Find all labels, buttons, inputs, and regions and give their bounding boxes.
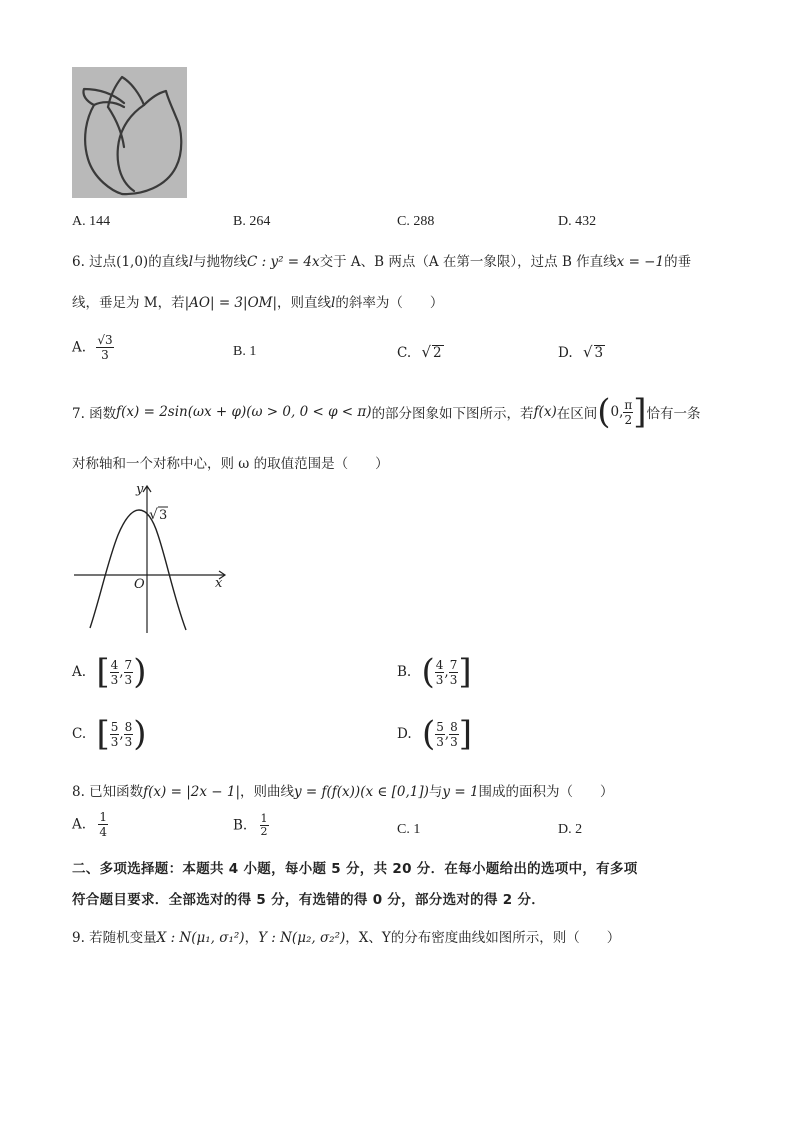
q7-interval-left-paren-icon: ( bbox=[597, 392, 611, 432]
q7-option-d-label: D. bbox=[397, 726, 412, 742]
q7-option-c-left-bracket-icon: [ bbox=[96, 714, 110, 754]
q6-text-f: 线，垂足为 M，若 bbox=[72, 295, 185, 311]
q7-option-a-d2: 3 bbox=[124, 672, 133, 687]
q8-option-a[interactable] bbox=[72, 810, 108, 839]
q7-option-d-left-paren-icon: ( bbox=[421, 714, 436, 754]
q7-option-c-right-paren-icon: ) bbox=[133, 714, 147, 754]
q8-text-a: 8. 已知函数 bbox=[72, 784, 144, 800]
q7-option-b-left-paren-icon: ( bbox=[421, 652, 435, 692]
q7-line2: 对称轴和一个对称中心，则 ω 的取值范围是（ ） bbox=[72, 456, 389, 472]
q7-graph-sqrt3-value: 3 bbox=[159, 508, 168, 523]
q7-graph-y-label: y bbox=[136, 482, 144, 497]
tulip-option-d[interactable]: D. 432 bbox=[558, 214, 597, 229]
q6-option-a[interactable] bbox=[72, 333, 114, 362]
q7-option-c[interactable]: C. [ $\frac{5}{3}$ , $\frac{8}{3}$ ) bbox=[72, 714, 147, 754]
q7-option-b-n1: 4 bbox=[435, 657, 444, 672]
q8-option-b-den: 2 bbox=[260, 825, 268, 838]
q6-parabola: C : y² = 4x bbox=[247, 254, 320, 270]
q7-interval-zero: 0, bbox=[610, 404, 624, 420]
q8-text-d: 围成的面积为（ ） bbox=[478, 784, 614, 800]
q7-option-c-n2: 8 bbox=[124, 719, 133, 734]
q7-option-b-d2: 3 bbox=[449, 672, 458, 687]
q6-line-l-2: l bbox=[331, 295, 336, 311]
q7-option-a-n1: 4 bbox=[110, 657, 119, 672]
q6-option-d[interactable] bbox=[558, 343, 605, 361]
q6-text-a: 6. 过点 bbox=[72, 254, 117, 270]
q7-option-b-n2: 7 bbox=[449, 657, 458, 672]
q7-text-c: 在区间 bbox=[556, 406, 598, 422]
q7-option-c-label: C. bbox=[72, 726, 87, 742]
q6-option-a-den: 3 bbox=[101, 348, 109, 362]
q8-text-c: 与 bbox=[428, 784, 443, 800]
q7-graph bbox=[70, 480, 232, 640]
q7-option-a[interactable]: A. [ $\frac{4}{3}$ , $\frac{7}{3}$ ) bbox=[72, 652, 147, 692]
q6-option-a-num: √3 bbox=[97, 333, 113, 347]
q6-text-g: ，则直线 bbox=[277, 295, 332, 311]
q9-y-distribution: Y : N(μ₂, σ₂²) bbox=[258, 930, 346, 946]
q7-interval-two: 2 bbox=[624, 412, 633, 427]
q6-text-h: 的斜率为（ ） bbox=[335, 295, 444, 311]
q7-option-b-right-bracket-icon: ] bbox=[458, 652, 472, 692]
q6-text-d: 交于 A、B 两点（A 在第一象限），过点 B 作直线 bbox=[319, 254, 617, 270]
q7-option-d-d2: 3 bbox=[450, 734, 458, 749]
q7-option-d-n1: 5 bbox=[436, 719, 444, 734]
q8-option-b-num: 1 bbox=[260, 812, 268, 825]
q6-option-c-label: C. bbox=[397, 345, 412, 361]
q7-option-c-n1: 5 bbox=[110, 719, 119, 734]
q7-text-d: 恰有一条 bbox=[646, 406, 701, 422]
q7-graph-origin: O bbox=[134, 577, 145, 592]
q7-option-b[interactable]: B. ( $\frac{4}{3}$ , $\frac{7}{3}$ ] bbox=[397, 652, 472, 692]
q7-option-b-label: B. bbox=[397, 664, 412, 680]
q7-option-a-n2: 7 bbox=[124, 657, 133, 672]
q8-y-equals-one: y = 1 bbox=[442, 784, 479, 800]
q6-option-c-value: 2 bbox=[433, 345, 442, 361]
q7-option-a-label: A. bbox=[72, 664, 87, 680]
q7-fx: f(x) bbox=[533, 404, 557, 420]
q8-text-b: ，则曲线 bbox=[240, 784, 294, 800]
tulip-option-b[interactable]: B. 264 bbox=[233, 214, 271, 229]
q8-option-b-label: B. bbox=[233, 817, 248, 834]
q7-option-a-d1: 3 bbox=[110, 672, 119, 687]
q7-option-b-d1: 3 bbox=[435, 672, 444, 687]
q6-point: (1,0) bbox=[116, 254, 149, 270]
q6-line-l: l bbox=[188, 254, 194, 270]
q9-separator: ， bbox=[244, 930, 259, 946]
q7-option-d-d1: 3 bbox=[436, 734, 444, 749]
q7-option-a-left-bracket-icon: [ bbox=[96, 652, 110, 692]
q9-text-a: 9. 若随机变量 bbox=[72, 930, 157, 946]
q6-x-line: x = −1 bbox=[616, 254, 665, 270]
q7-option-a-right-paren-icon: ) bbox=[133, 652, 147, 692]
q6-text-e: 的垂 bbox=[664, 254, 692, 270]
q9-text-b: ，X、Y的分布密度曲线如图所示，则（ ） bbox=[345, 930, 621, 946]
q6-option-d-radical-icon: √ bbox=[582, 343, 593, 361]
q6-option-b[interactable]: B. 1 bbox=[233, 344, 257, 359]
section2-line1: 二、多项选择题：本题共 4 小题，每小题 5 分，共 20 分．在每小题给出的选项中，有多项 bbox=[72, 861, 638, 877]
q7-option-d-right-bracket-icon: ] bbox=[458, 714, 473, 754]
q6-option-d-label: D. bbox=[558, 345, 573, 361]
q7-option-c-d1: 3 bbox=[110, 734, 119, 749]
q8-option-b[interactable] bbox=[233, 813, 269, 838]
q7-text-a: 7. 函数 bbox=[72, 406, 117, 422]
q8-option-d[interactable]: D. 2 bbox=[558, 822, 583, 837]
q7-interval-pi: π bbox=[624, 397, 633, 412]
q6-option-c[interactable] bbox=[397, 343, 444, 361]
q8-option-c[interactable]: C. 1 bbox=[397, 822, 421, 837]
q6-option-a-label: A. bbox=[72, 339, 87, 356]
q7-line1 bbox=[72, 392, 701, 432]
q8-function: f(x) = |2x − 1| bbox=[143, 784, 240, 800]
tulip-option-a[interactable]: A. 144 bbox=[72, 214, 111, 229]
q7-graph-radical-icon: √ bbox=[149, 507, 158, 523]
q9-line bbox=[72, 926, 620, 946]
q6-text-b: 的直线 bbox=[148, 254, 189, 270]
q6-line1 bbox=[72, 250, 691, 270]
section2-line2: 符合题目要求．全部选对的得 5 分，有选错的得 0 分，部分选对的得 2 分． bbox=[72, 892, 546, 908]
q8-line bbox=[72, 780, 614, 800]
q6-text-c: 与抛物线 bbox=[193, 254, 248, 270]
q7-graph-x-label: x bbox=[215, 576, 223, 591]
q7-option-d[interactable]: D. ( $\frac{5}{3}$ , $\frac{8}{3}$ ] bbox=[397, 714, 473, 754]
q8-option-a-den: 4 bbox=[99, 825, 107, 839]
q6-option-c-radical-icon: √ bbox=[421, 343, 431, 361]
tulip-figure bbox=[72, 67, 187, 198]
q7-option-d-n2: 8 bbox=[450, 719, 458, 734]
q6-line2 bbox=[72, 291, 443, 311]
q6-condition: |AO| = 3|OM| bbox=[184, 295, 278, 311]
tulip-option-c[interactable]: C. 288 bbox=[397, 214, 435, 229]
q7-interval-right-bracket-icon: ] bbox=[633, 392, 647, 432]
q7-text-b: 的部分图象如下图所示，若 bbox=[371, 406, 534, 422]
q8-curve: y = f(f(x))(x ∈ [0,1]) bbox=[294, 784, 429, 800]
q7-option-c-d2: 3 bbox=[124, 734, 133, 749]
q9-x-distribution: X : N(μ₁, σ₁²) bbox=[156, 930, 245, 946]
q8-option-a-label: A. bbox=[72, 816, 87, 833]
q6-option-d-value: 3 bbox=[594, 345, 604, 361]
q8-option-a-num: 1 bbox=[99, 810, 107, 824]
q7-function: f(x) = 2sin(ωx + φ)(ω > 0, 0 < φ < π) bbox=[116, 404, 372, 420]
